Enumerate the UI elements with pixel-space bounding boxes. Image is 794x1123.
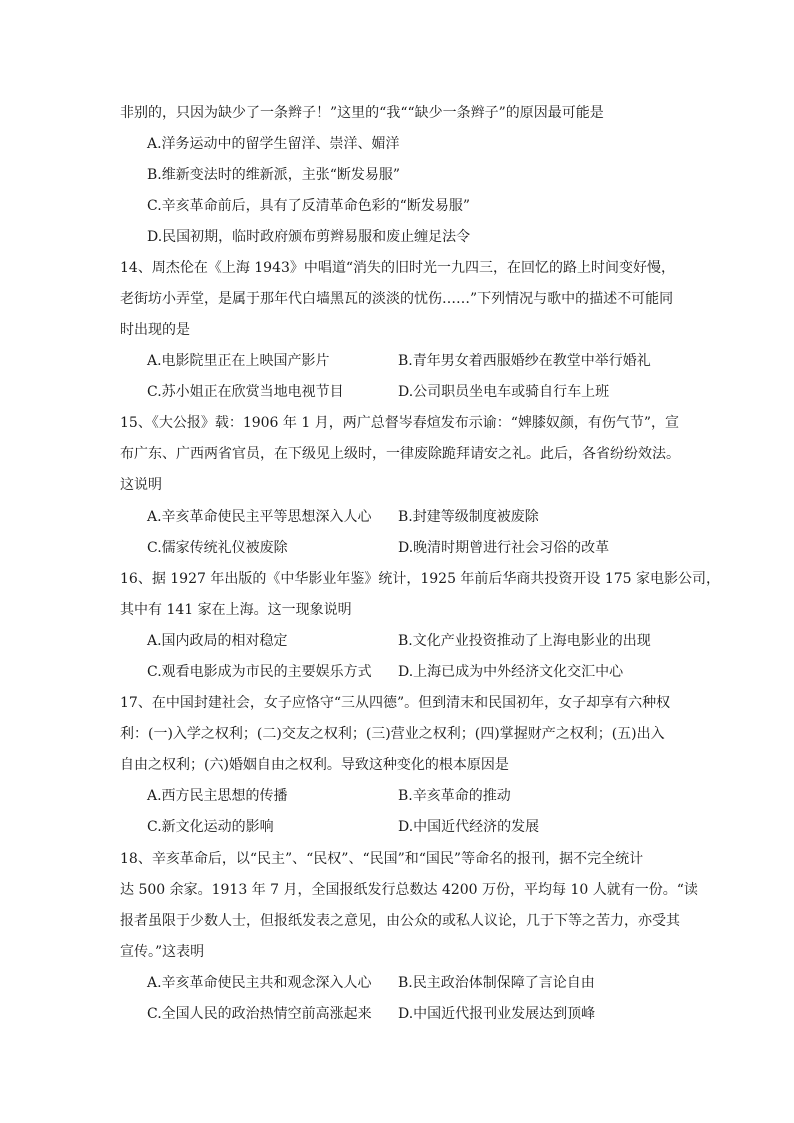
question-18-option-a: A.辛亥革命使民主共和观念深入人心 xyxy=(147,975,372,991)
question-17-stem-line-1: 17、在中国封建社会，女子应恪守“三从四德”。但到清末和民国初年，女子却享有六种权 xyxy=(120,695,671,711)
question-13-stem-tail: 非别的，只因为缺少了一条辫子！”这里的“我““缺少一条辫子”的原因最可能是 xyxy=(120,105,604,121)
question-15-option-b: B.封建等级制度被废除 xyxy=(398,509,539,525)
question-15-option-d: D.晚清时期曾进行社会习俗的改革 xyxy=(398,540,610,556)
question-17-option-c: C.新文化运动的影响 xyxy=(147,819,274,835)
question-16-option-b: B.文化产业投资推动了上海电影业的出现 xyxy=(398,633,651,649)
question-14-stem-line-2: 老街坊小弄堂，是属于那年代白墙黑瓦的淡淡的忧伤……”下列情况与歌中的描述不可能同 xyxy=(120,291,674,307)
question-17-stem-line-2: 利：(一)入学之权利；(二)交友之权利；(三)营业之权利；(四)掌握财产之权利；(五)出入 xyxy=(120,726,665,742)
question-14-stem-line-3: 时出现的是 xyxy=(120,322,190,338)
question-18-option-c: C.全国人民的政治热情空前高涨起来 xyxy=(147,1006,372,1022)
question-13-option-a: A.洋务运动中的留学生留洋、崇洋、媚洋 xyxy=(147,136,400,152)
question-15-stem-line-3: 这说明 xyxy=(120,477,162,493)
question-15-option-c: C.儒家传统礼仪被废除 xyxy=(147,540,288,556)
question-15-stem-line-1: 15、《大公报》载：1906 年 1 月，两广总督岑春煊发布示谕：“婢膝奴颜，有伤气节”，宣 xyxy=(120,415,680,431)
question-18-stem-line-4: 宣传。”这表明 xyxy=(120,944,205,960)
question-13-option-b: B.维新变法时的维新派，主张“断发易服” xyxy=(147,167,401,183)
question-16-stem-line-2: 其中有 141 家在上海。这一现象说明 xyxy=(120,602,352,618)
question-17-stem-line-3: 自由之权利；(六)婚姻自由之权利。导致这种变化的根本原因是 xyxy=(120,757,509,773)
question-14-option-b: B.青年男女着西服婚纱在教堂中举行婚礼 xyxy=(398,353,651,369)
question-16-option-d: D.上海已成为中外经济文化交汇中心 xyxy=(398,664,624,680)
question-18-option-d: D.中国近代报刊业发展达到顶峰 xyxy=(398,1006,596,1022)
question-14-option-a: A.电影院里正在上映国产影片 xyxy=(147,353,330,369)
question-14-option-d: D.公司职员坐电车或骑自行车上班 xyxy=(398,384,610,400)
question-18-option-b: B.民主政治体制保障了言论自由 xyxy=(398,975,595,991)
question-15-stem-line-2: 布广东、广西两省官员，在下级见上级时，一律废除跪拜请安之礼。此后，各省纷纷效法。 xyxy=(120,446,680,462)
question-18-stem-line-3: 报者虽限于少数人士，但报纸发表之意见，由公众的或私人议论，几于下等之苦力，亦受其 xyxy=(120,913,680,929)
question-18-stem-line-2: 达 500 余家。1913 年 7 月，全国报纸发行总数达 4200 万份，平均每 10 人就有一份。“读 xyxy=(120,882,698,898)
question-16-option-c: C.观看电影成为市民的主要娱乐方式 xyxy=(147,664,372,680)
question-13-option-d: D.民国初期，临时政府颁布剪辫易服和废止缠足法令 xyxy=(147,229,471,245)
question-17-option-d: D.中国近代经济的发展 xyxy=(398,819,540,835)
question-18-stem-line-1: 18、辛亥革命后，以“民主”、“民权”、“民国”和“国民”等命名的报刊，据不完全统计 xyxy=(120,851,644,867)
question-17-option-b: B.辛亥革命的推动 xyxy=(398,788,511,804)
question-17-option-a: A.西方民主思想的传播 xyxy=(147,788,288,804)
question-14-option-c: C.苏小姐正在欣赏当地电视节目 xyxy=(147,384,344,400)
question-15-option-a: A.辛亥革命使民主平等思想深入人心 xyxy=(147,509,372,525)
question-16-option-a: A.国内政局的相对稳定 xyxy=(147,633,288,649)
question-13-option-c: C.辛亥革命前后，具有了反清革命色彩的“断发易服” xyxy=(147,198,470,214)
question-14-stem-line-1: 14、周杰伦在《上海 1943》中唱道“消失的旧时光一九四三，在回忆的路上时间变好慢， xyxy=(120,260,676,276)
question-16-stem-line-1: 16、据 1927 年出版的《中华影业年鉴》统计，1925 年前后华商共投资开设 175 家电影公司， xyxy=(120,571,721,587)
